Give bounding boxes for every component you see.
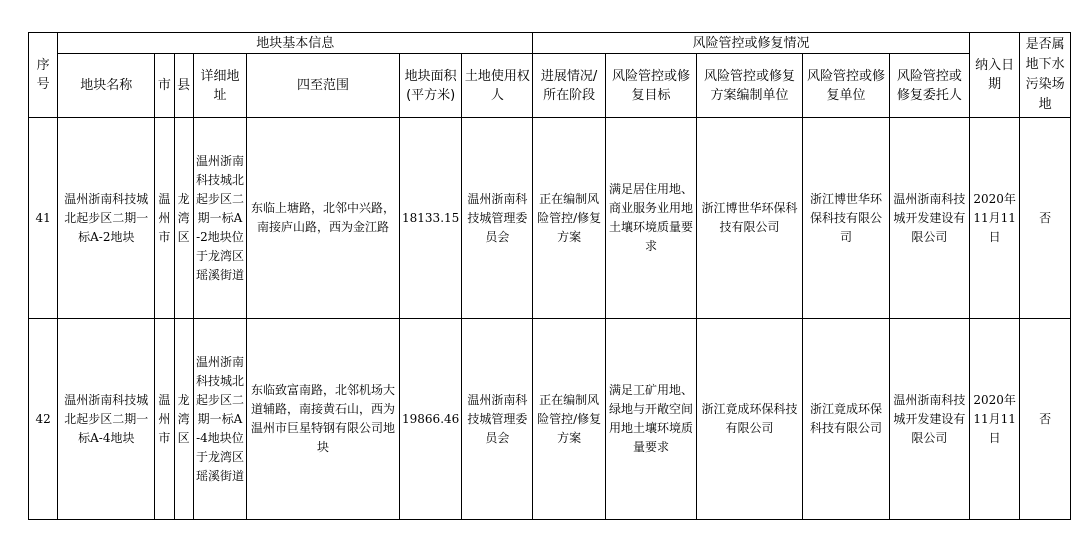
header-progress: 进展情况/所在阶段 — [533, 54, 606, 118]
header-city: 市 — [155, 54, 174, 118]
cell-goal: 满足工矿用地、绿地与开敞空间用地土壤环境质量要求 — [605, 319, 696, 520]
cell-owner: 温州浙南科技城管理委员会 — [462, 319, 533, 520]
cell-name: 温州浙南科技城北起步区二期一标A-4地块 — [58, 319, 155, 520]
header-groundwater: 是否属地下水污染场地 — [1020, 33, 1071, 118]
table-row — [29, 118, 1071, 319]
cell-owner: 温州浙南科技城管理委员会 — [462, 118, 533, 319]
header-name: 地块名称 — [58, 54, 155, 118]
cell-exec-unit: 浙江博世华环保科技有限公司 — [803, 118, 890, 319]
cell-county: 龙湾区 — [174, 118, 193, 319]
header-client: 风险管控或修复委托人 — [889, 54, 969, 118]
cell-seq: 42 — [29, 319, 58, 520]
header-seq: 序号 — [29, 33, 58, 118]
cell-seq: 41 — [29, 118, 58, 319]
header-group-basic-info: 地块基本信息 — [58, 33, 533, 54]
header-goal: 风险管控或修复目标 — [605, 54, 696, 118]
cell-progress: 正在编制风险管控/修复方案 — [533, 118, 606, 319]
cell-bounds: 东临致富南路，北邻机场大道辅路，南接黄石山，西为温州市巨星特钢有限公司地块 — [247, 319, 400, 520]
cell-address: 温州浙南科技城北起步区二期一标A-4地块位于龙湾区瑶溪街道 — [193, 319, 247, 520]
cell-area: 18133.15 — [399, 118, 462, 319]
cell-exec-unit: 浙江竟成环保科技有限公司 — [803, 319, 890, 520]
cell-date: 2020年11月11日 — [969, 118, 1020, 319]
header-owner: 土地使用权人 — [462, 54, 533, 118]
header-date: 纳入日期 — [969, 33, 1020, 118]
cell-city: 温州市 — [155, 319, 174, 520]
cell-progress: 正在编制风险管控/修复方案 — [533, 319, 606, 520]
header-bounds: 四至范围 — [247, 54, 400, 118]
header-group-risk-control: 风险管控或修复情况 — [533, 33, 970, 54]
header-plan-unit: 风险管控或修复方案编制单位 — [696, 54, 802, 118]
header-address: 详细地址 — [193, 54, 247, 118]
cell-plan-unit: 浙江竟成环保科技有限公司 — [696, 319, 802, 520]
cell-address: 温州浙南科技城北起步区二期一标A-2地块位于龙湾区瑶溪街道 — [193, 118, 247, 319]
header-county: 县 — [174, 54, 193, 118]
cell-county: 龙湾区 — [174, 319, 193, 520]
cell-bounds: 东临上塘路，北邻中兴路，南接庐山路，西为金江路 — [247, 118, 400, 319]
cell-plan-unit: 浙江博世华环保科技有限公司 — [696, 118, 802, 319]
cell-groundwater: 否 — [1020, 118, 1071, 319]
header-area: 地块面积(平方米) — [399, 54, 462, 118]
cell-area: 19866.46 — [399, 319, 462, 520]
cell-goal: 满足居住用地、商业服务业用地土壤环境质量要求 — [605, 118, 696, 319]
cell-name: 温州浙南科技城北起步区二期一标A-2地块 — [58, 118, 155, 319]
cell-date: 2020年11月11日 — [969, 319, 1020, 520]
contaminated-land-table — [28, 32, 1071, 520]
cell-client: 温州浙南科技城开发建设有限公司 — [889, 319, 969, 520]
header-exec-unit: 风险管控或修复单位 — [803, 54, 890, 118]
cell-client: 温州浙南科技城开发建设有限公司 — [889, 118, 969, 319]
cell-groundwater: 否 — [1020, 319, 1071, 520]
table-row — [29, 319, 1071, 520]
cell-city: 温州市 — [155, 118, 174, 319]
